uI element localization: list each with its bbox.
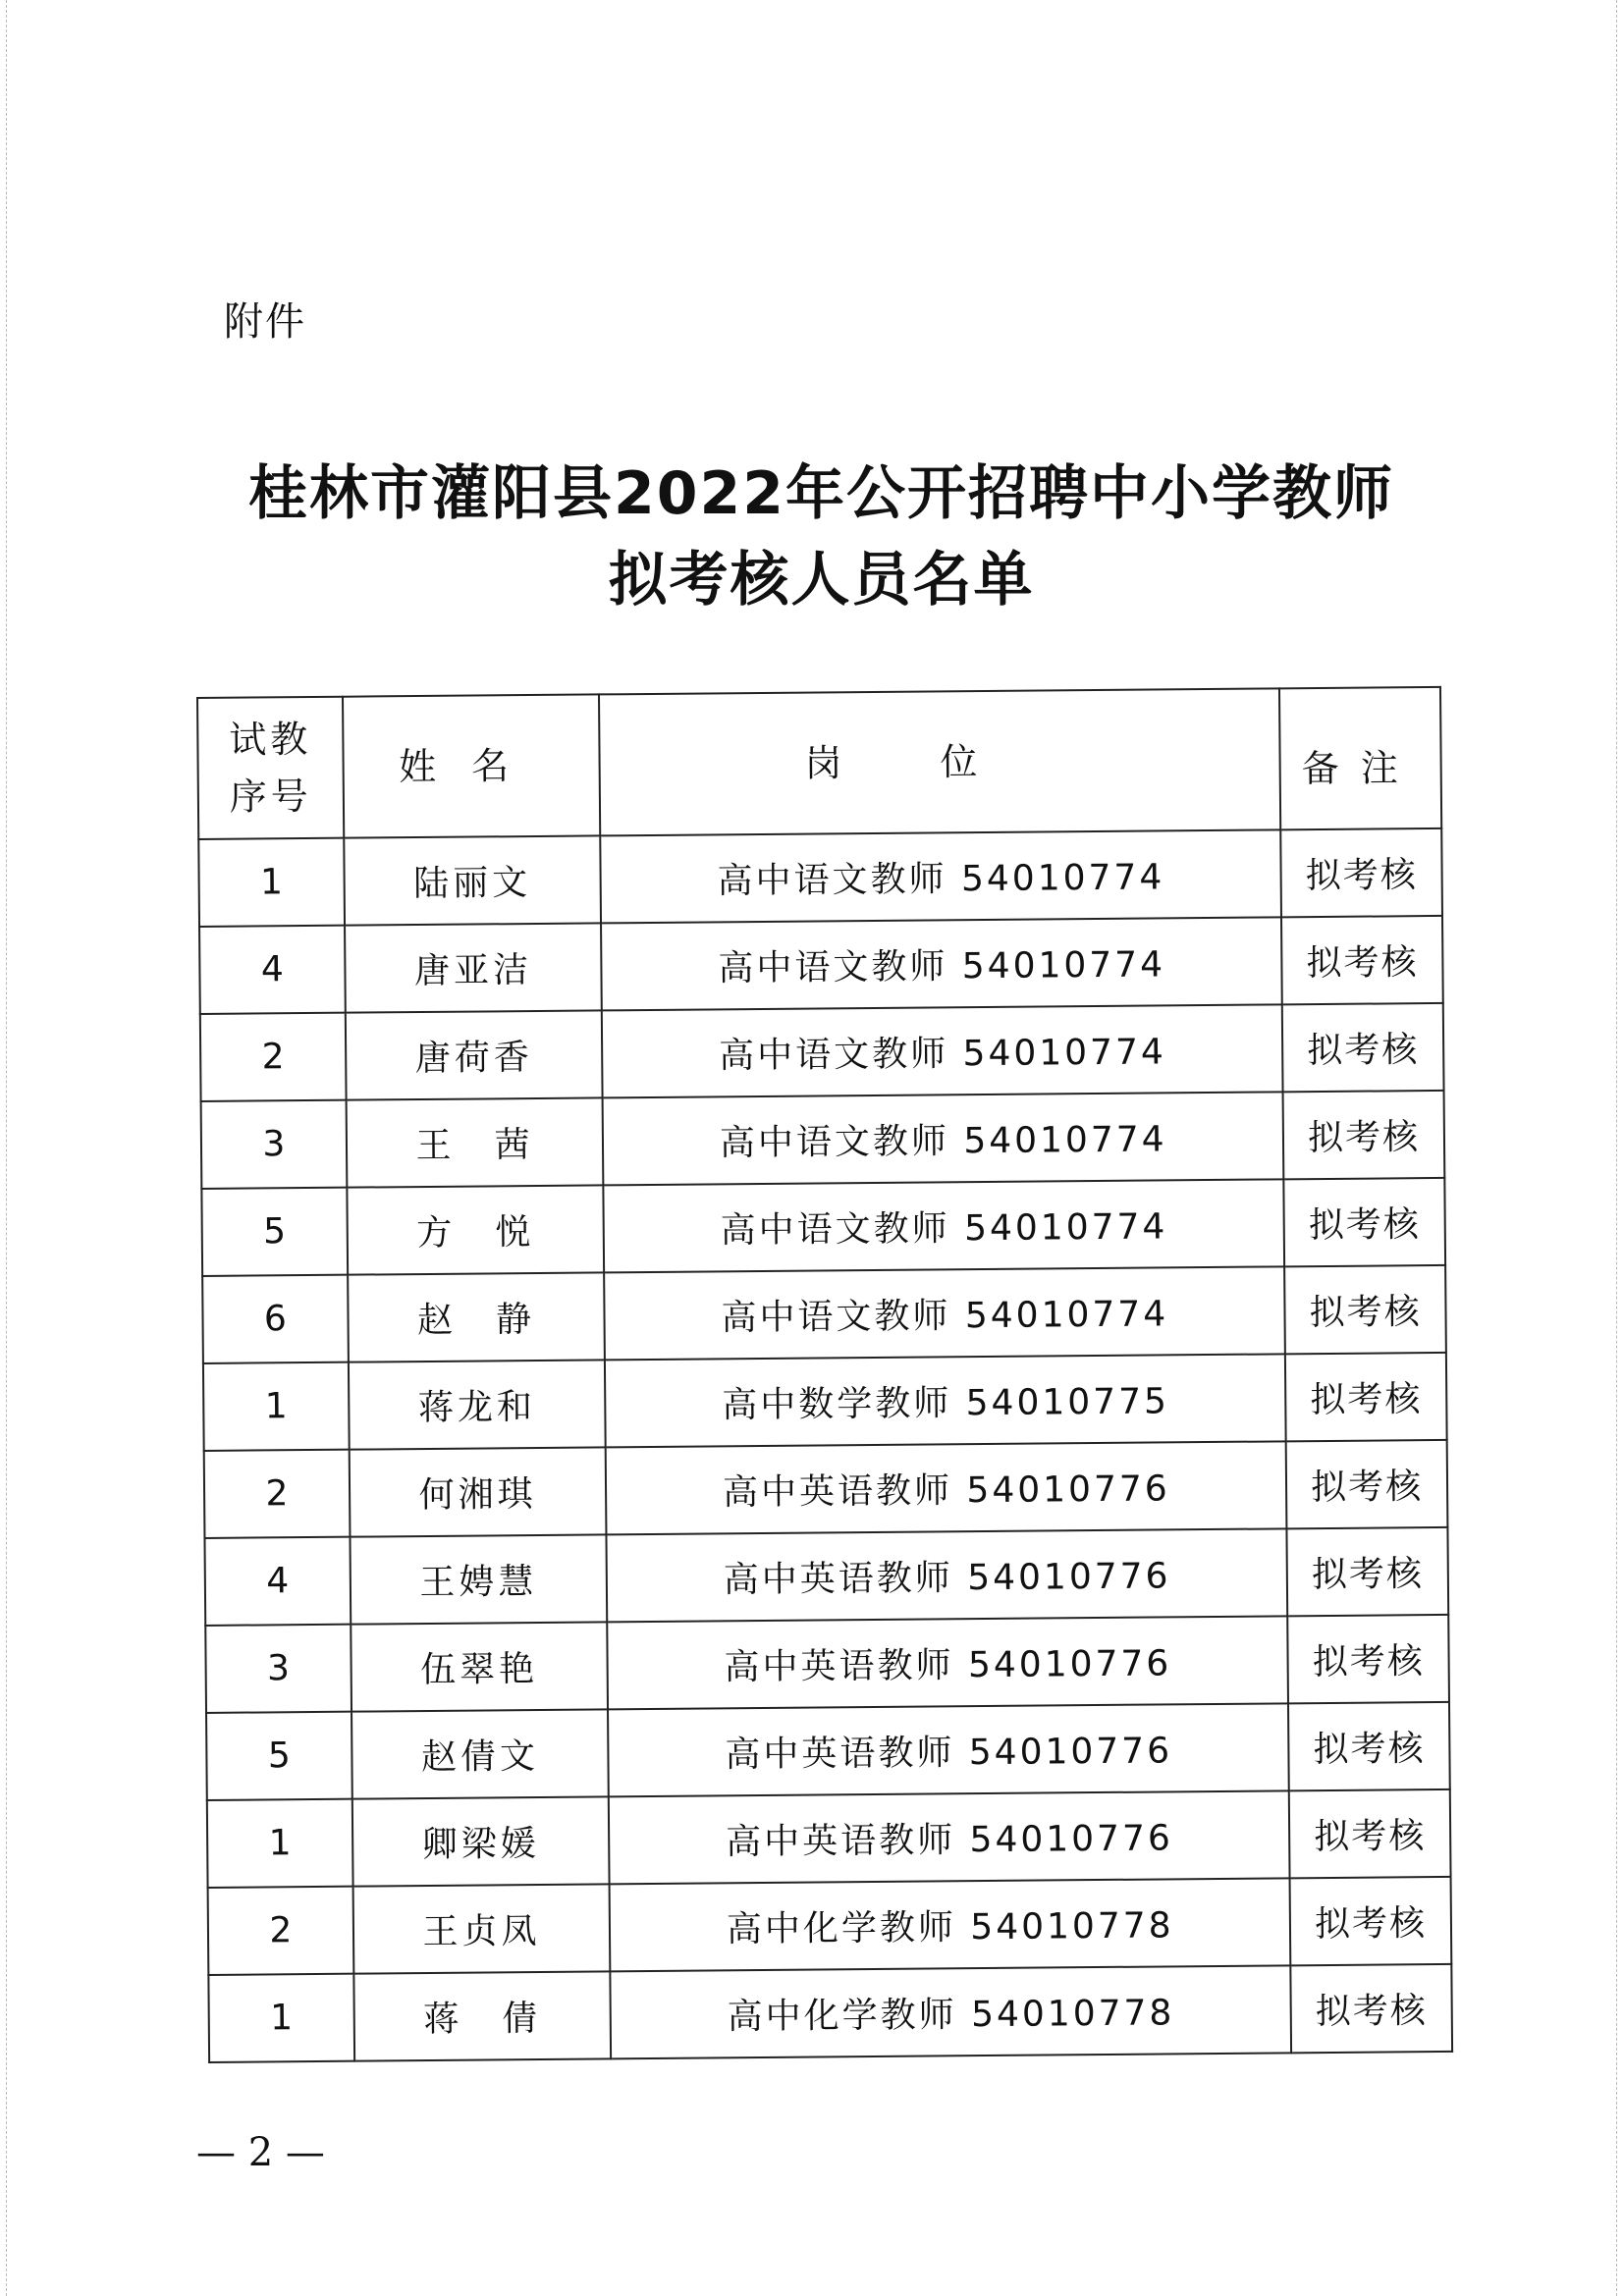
cell-name: 蒋龙和 [349, 1360, 606, 1449]
cell-post: 高中语文教师 54010774 [603, 1092, 1284, 1185]
cell-name: 蒋 倩 [353, 1971, 611, 2060]
header-note: 备注 [1279, 687, 1441, 829]
cell-name: 唐荷香 [346, 1010, 603, 1099]
cell-name: 王娉慧 [350, 1534, 607, 1624]
header-seq-line-2: 序号 [229, 774, 312, 819]
table-row [204, 1440, 1448, 1538]
table-row [203, 1353, 1447, 1451]
cell-seq: 3 [205, 1625, 352, 1713]
cell-seq: 6 [202, 1275, 349, 1363]
table-row [198, 828, 1442, 927]
document-title-line-2: 拟考核人员名单 [608, 546, 1035, 614]
cell-note: 拟考核 [1287, 1615, 1449, 1703]
cell-name: 卿梁媛 [352, 1796, 610, 1886]
cell-post: 高中化学教师 54010778 [610, 1878, 1291, 1971]
table-row [205, 1615, 1449, 1713]
cell-note: 拟考核 [1288, 1702, 1450, 1790]
cell-note: 拟考核 [1287, 1527, 1449, 1616]
scan-margin-line-left [6, 0, 7, 2296]
cell-note: 拟考核 [1283, 1091, 1445, 1179]
cell-seq: 1 [198, 838, 345, 927]
cell-note: 拟考核 [1282, 1003, 1444, 1092]
cell-note: 拟考核 [1284, 1178, 1446, 1266]
cell-post: 高中语文教师 54010774 [602, 1004, 1283, 1097]
cell-post: 高中英语教师 54010776 [609, 1790, 1290, 1884]
table-row [204, 1527, 1448, 1626]
table-row [206, 1702, 1450, 1800]
cell-post: 高中英语教师 54010776 [608, 1703, 1289, 1796]
header-post: 岗位 [599, 688, 1280, 835]
cell-name: 唐亚洁 [345, 923, 602, 1012]
table-row [208, 1877, 1452, 1975]
candidate-table [196, 686, 1453, 2063]
cell-seq: 2 [208, 1887, 354, 1975]
cell-seq: 2 [200, 1013, 347, 1101]
cell-name: 王贞凤 [352, 1884, 610, 1973]
cell-seq: 3 [201, 1100, 348, 1189]
table-row [207, 1789, 1451, 1888]
cell-name: 王 茜 [346, 1097, 603, 1187]
document-title-line-1: 桂林市灌阳县2022年公开招聘中小学教师 [248, 459, 1394, 528]
page-number: — 2 — [196, 2130, 325, 2175]
cell-post: 高中数学教师 54010775 [605, 1354, 1286, 1447]
annex-label: 附件 [224, 299, 306, 345]
cell-note: 拟考核 [1280, 828, 1442, 917]
cell-post: 高中语文教师 54010774 [601, 829, 1282, 923]
cell-seq: 2 [204, 1450, 351, 1538]
cell-name: 伍翠艳 [351, 1622, 608, 1711]
table-row [201, 1091, 1445, 1189]
scan-margin-line-right [1616, 0, 1617, 2296]
cell-note: 拟考核 [1290, 1877, 1452, 1965]
cell-seq: 4 [204, 1537, 351, 1626]
cell-seq: 5 [206, 1712, 352, 1800]
header-seq [197, 697, 344, 839]
cell-post: 高中英语教师 54010776 [608, 1616, 1289, 1709]
cell-note: 拟考核 [1291, 1964, 1453, 2053]
table-row [199, 916, 1443, 1014]
cell-post: 高中语文教师 54010774 [601, 917, 1282, 1010]
table-row [202, 1265, 1446, 1363]
cell-name: 赵 静 [348, 1272, 605, 1362]
cell-seq: 4 [199, 926, 346, 1014]
cell-name: 方 悦 [347, 1185, 604, 1274]
cell-post: 高中化学教师 54010778 [611, 1965, 1292, 2058]
header-seq-line-1: 试教 [229, 717, 312, 762]
table-header-row [197, 687, 1441, 839]
cell-note: 拟考核 [1285, 1353, 1447, 1441]
cell-post: 高中英语教师 54010776 [607, 1528, 1288, 1622]
cell-post: 高中语文教师 54010774 [604, 1179, 1285, 1272]
table-row [200, 1003, 1444, 1101]
cell-name: 陆丽文 [344, 835, 601, 925]
cell-seq: 1 [208, 1974, 354, 2062]
header-name: 姓名 [343, 694, 601, 837]
cell-post: 高中语文教师 54010774 [604, 1266, 1285, 1360]
table-body [198, 828, 1452, 2062]
cell-note: 拟考核 [1286, 1440, 1448, 1528]
cell-name: 赵倩文 [352, 1709, 609, 1798]
cell-note: 拟考核 [1284, 1265, 1446, 1354]
cell-note: 拟考核 [1289, 1789, 1451, 1878]
cell-seq: 5 [201, 1188, 348, 1276]
cell-post: 高中英语教师 54010776 [606, 1441, 1287, 1534]
cell-seq: 1 [207, 1799, 353, 1888]
table-row [208, 1964, 1452, 2062]
cell-note: 拟考核 [1281, 916, 1443, 1004]
cell-seq: 1 [203, 1362, 350, 1451]
cell-name: 何湘琪 [349, 1447, 606, 1536]
table-row [201, 1178, 1445, 1276]
